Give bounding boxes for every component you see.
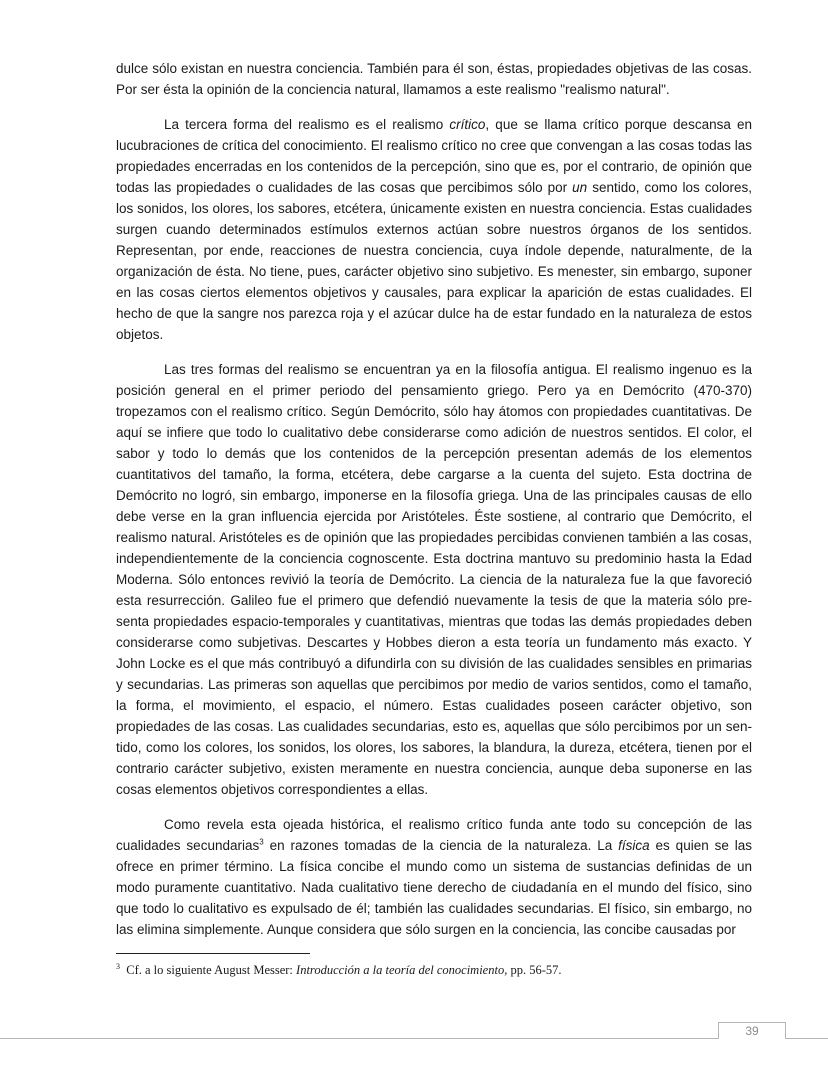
footnote xyxy=(116,962,752,978)
paragraph-text: Como revela esta ojeada histórica, el realismo crítico funda ante todo su concepción de las cualidades secundarias xyxy=(116,817,752,853)
paragraph-text: , que se llama crítico porque descansa en lucubraciones de crítica del conocimiento. El realismo crítico no cree que convengan a las cosas todas las propiedades encerradas en los contenidos de la percepción, sino que es, por el contrario, de opinión que todas las propiedades o cualidades de las cosas que percibimos sólo por xyxy=(116,117,752,195)
footnote-suffix: , pp. 56-57. xyxy=(504,963,562,977)
paragraph xyxy=(116,114,752,345)
paragraph-text: es quien se las ofrece en primer término. La física concibe el mundo como un sistema de sustancias definidas de un modo puramente cuantitativo. Nada cualitativo tiene derecho de ciudadanía en el mundo del físico, sino que todo lo cualitativo es expulsado de él; también las cualidades secundarias. El físico, sin embargo, no las elimina simplemente. Aunque considera que sólo surgen en la conciencia, las concibe causadas por xyxy=(116,838,753,937)
paragraph-text: en razones tomadas de la ciencia de la naturaleza. La xyxy=(263,838,619,853)
footnote-marker: 3 xyxy=(116,961,120,971)
footnote-prefix: Cf. a lo siguiente August Messer: xyxy=(126,963,297,977)
paragraph-text: La tercera forma del realismo es el realismo xyxy=(164,117,450,132)
page-number: 39 xyxy=(718,1022,786,1039)
page-body xyxy=(116,58,752,954)
footer-rule xyxy=(0,1038,828,1039)
footnote-title: Introducción a la teoría del conocimiento xyxy=(296,963,505,977)
emphasis-text: un xyxy=(572,180,588,195)
footnote-separator xyxy=(116,953,310,954)
paragraph-text: Las tres formas del realismo se encuentran ya en la filosofía antigua. El realismo ingenuo es la posición general en el primer periodo del pensamiento griego. Pero ya en Demócrito (470-370) tropezamos con el realismo crítico. Según Demócrito, sólo hay átomos con propiedades cuantitativas. De aquí se infiere que todo lo cualitativo debe considerarse como adición de nuestros sentidos. El color, el sabor y todo lo demás que los contenidos de la percepción presentan además de los elementos cuantitativos del tamaño, la forma, etcétera, debe cargarse a la cuenta del sujeto. Esta doctrina de Demócrito no logró, sin embargo, imponerse en la filosofía griega. Una de las principales causas de ello debe verse en la gran influencia ejercida por Aristóteles. Éste sostiene, al contrario que Demócrito, el realismo natural. Aristóteles es de opinión que las propiedades percibidas convienen también a las cosas, independientemente de la conciencia cognoscente. Esta doctrina mantuvo su predominio hasta la Edad Moderna. Sólo entonces revivió la teoría de Demócrito. La ciencia de la naturaleza fue la que favoreció esta resurrección. Galileo fue el primero que defendió nuevamente la tesis de que la materia sólo pre-senta propiedades espacio-temporales y cuantitativas, mientras que todas las demás propiedades deben considerarse como subjetivas. Descartes y Hobbes dieron a esta teoría un fundamento más exacto. Y John Locke es el que más contribuyó a difundirla con su división de las cualidades sensibles en primarias y secundarias. Las primeras son aquellas que percibimos por medio de varios sentidos, como el tamaño, la forma, el movimiento, el espacio, el número. Estas cualidades poseen carácter objetivo, son propiedades de las cosas. Las cualidades secundarias, esto es, aquellas que sólo percibimos por un sen-tido, como los colores, los sonidos, los olores, los sabores, la blandura, la dureza, etcétera, tienen por el contrario carácter subjetivo, existen meramente en nuestra conciencia, aunque deba suponerse en las cosas elementos objetivos correspondientes a ellas. xyxy=(116,362,752,797)
paragraph xyxy=(116,814,752,940)
paragraph-text: dulce sólo existan en nuestra conciencia. También para él son, éstas, propiedades objetivas de las cosas. Por ser ésta la opinión de la conciencia natural, llamamos a este realismo "realismo natural". xyxy=(116,61,752,97)
emphasis-text: crítico xyxy=(449,117,486,132)
emphasis-text: física xyxy=(618,838,650,853)
paragraph-text: sentido, como los colores, los sonidos, los olores, los sabores, etcétera, únicamente existen en nuestra conciencia. Estas cualidades surgen cuando determinados estímulos externos actúan sobre nuestros órganos de los sentidos. Representan, por ende, reacciones de nuestra conciencia, cuya índole depende, naturalmente, de la organización de ésta. No tiene, pues, carácter objetivo sino subjetivo. Es menester, sin embargo, suponer en las cosas ciertos elementos objetivos y causales, para explicar la aparición de estas cualidades. El hecho de que la sangre nos parezca roja y el azúcar dulce ha de estar fundado en la naturaleza de estos objetos. xyxy=(116,180,752,342)
paragraph xyxy=(116,359,752,800)
paragraph xyxy=(116,58,752,100)
footnote-reference: 3 xyxy=(259,837,264,847)
